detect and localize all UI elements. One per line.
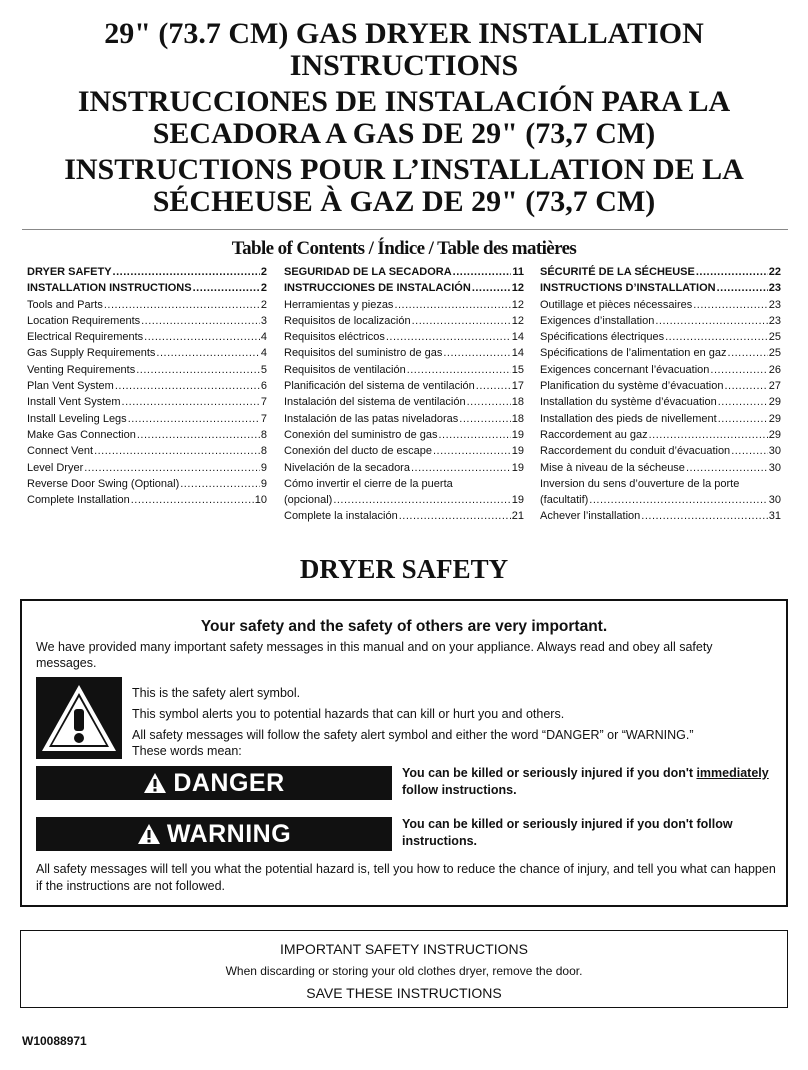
toc-entry-label: Requisitos de ventilación <box>284 363 406 376</box>
toc-leader-dots <box>399 508 511 524</box>
toc-entry <box>284 460 524 476</box>
toc-entry <box>284 329 524 345</box>
toc-entry <box>27 297 267 313</box>
toc-entry-page: 7 <box>260 396 267 409</box>
title-line-6: SÉCHEUSE À GAZ DE 29" (73,7 CM) <box>152 185 656 218</box>
toc-entry-page: 30 <box>768 494 781 507</box>
toc-entry-page: 18 <box>511 396 524 409</box>
toc-entry-label: Tools and Parts <box>27 298 103 311</box>
toc-entry-label: Raccordement du conduit d’évacuation <box>540 445 731 458</box>
toc-entry <box>27 280 267 296</box>
warning-banner <box>36 817 392 851</box>
toc-leader-dots <box>180 476 260 492</box>
toc-entry-page: 10 <box>254 494 267 507</box>
toc-leader-dots <box>115 378 260 394</box>
toc-entry-page: 2 <box>260 282 267 295</box>
toc-entry-page: 29 <box>768 428 781 441</box>
title-line-5: INSTRUCTIONS POUR L’INSTALLATION DE LA <box>64 153 744 186</box>
toc-entry-label: Complete la instalación <box>284 510 398 523</box>
toc-entry-label: Gas Supply Requirements <box>27 347 156 360</box>
toc-column-spanish <box>284 264 524 525</box>
toc-entry-label: Plan Vent System <box>27 380 114 393</box>
toc-leader-dots <box>710 362 767 378</box>
toc-entry-label: Mise à niveau de la sécheuse <box>540 461 685 474</box>
toc-entry <box>284 362 524 378</box>
toc-entry-label: Location Requirements <box>27 314 141 327</box>
toc-entry-page: 8 <box>260 428 267 441</box>
toc-entry <box>284 297 524 313</box>
toc-divider <box>22 229 788 230</box>
title-line-4: SECADORA A GAS DE 29" (73,7 CM) <box>152 117 656 150</box>
toc-entry-label: Herramientas y piezas <box>284 298 394 311</box>
toc-entry <box>27 492 267 508</box>
toc-entry-page: 23 <box>768 282 781 295</box>
toc-entry-page: 14 <box>511 347 524 360</box>
warning-triangle-icon <box>143 772 167 794</box>
important-text: When discarding or storing your old clothes dryer, remove the door. <box>225 964 583 978</box>
toc-entry <box>284 264 524 280</box>
toc-entry <box>540 313 781 329</box>
toc-entry-page: 15 <box>511 363 524 376</box>
toc-entry-page: 19 <box>511 494 524 507</box>
toc-leader-dots <box>467 394 511 410</box>
toc-entry-label: Connect Vent <box>27 445 94 458</box>
toc-entry <box>540 329 781 345</box>
danger-text-emphasis: immediately <box>696 766 769 780</box>
toc-entry-label: INSTRUCCIONES DE INSTALACIÓN <box>284 282 471 295</box>
warning-label: WARNING <box>166 819 292 848</box>
toc-leader-dots <box>394 297 510 313</box>
toc-entry-label: INSTRUCTIONS D’INSTALLATION <box>540 282 716 295</box>
toc-entry-page: 9 <box>260 477 267 490</box>
toc-leader-dots <box>476 378 511 394</box>
important-instructions-box <box>20 930 788 1008</box>
toc-entry <box>540 280 781 296</box>
toc-column-english <box>27 264 267 508</box>
toc-leader-dots <box>665 329 768 345</box>
toc-leader-dots <box>655 313 767 329</box>
safety-footer: All safety messages will tell you what the potential hazard is, tell you how to reduce the chance of injury, and tell you what can happen if the instructions are not followed. <box>36 862 776 893</box>
toc-entry-label: Reverse Door Swing (Optional) <box>27 477 180 490</box>
danger-banner <box>36 766 392 800</box>
alert-line: These words mean: <box>132 744 242 758</box>
toc-entry-label: Requisitos de localización <box>284 314 411 327</box>
toc-leader-dots <box>386 329 511 345</box>
toc-entry-page: 19 <box>511 445 524 458</box>
toc-entry-page: 12 <box>511 314 524 327</box>
toc-entry <box>27 345 267 361</box>
toc-entry <box>540 394 781 410</box>
toc-entry-page: 9 <box>260 461 267 474</box>
toc-leader-dots <box>686 460 768 476</box>
toc-entry-label: (facultatif) <box>540 494 589 507</box>
toc-entry-label: Spécifications de l’alimentation en gaz <box>540 347 727 360</box>
toc-entry <box>284 313 524 329</box>
toc-entry-page: 8 <box>260 445 267 458</box>
toc-entry <box>284 280 524 296</box>
toc-entry <box>284 378 524 394</box>
toc-entry-page: 30 <box>768 445 781 458</box>
title-line-2: INSTRUCTIONS <box>289 49 519 82</box>
toc-column-french <box>540 264 781 525</box>
toc-entry-label: DRYER SAFETY <box>27 266 112 278</box>
toc-entry-page: 17 <box>511 380 524 393</box>
toc-leader-dots <box>412 313 511 329</box>
toc-entry-page: 25 <box>768 331 781 344</box>
toc-leader-dots <box>104 297 260 313</box>
alert-explanation <box>132 685 772 764</box>
toc-entry-label: SEGURIDAD DE LA SECADORA <box>284 266 452 278</box>
danger-text <box>402 765 782 799</box>
toc-leader-dots <box>128 411 260 427</box>
toc-entry-page: 19 <box>511 461 524 474</box>
toc-leader-dots <box>718 394 768 410</box>
toc-leader-dots <box>589 492 767 508</box>
toc-entry-label: Conexión del suministro de gas <box>284 428 438 441</box>
toc-entry-label: Complete Installation <box>27 494 130 507</box>
toc-entry-label: Raccordement au gaz <box>540 428 648 441</box>
toc-entry <box>540 427 781 443</box>
toc-entry-page: 12 <box>511 298 524 311</box>
toc-entry-label: Spécifications électriques <box>540 331 665 344</box>
danger-text-end: follow instructions. <box>402 783 517 797</box>
toc-entry-label: SÉCURITÉ DE LA SÉCHEUSE <box>540 266 695 278</box>
toc-entry-label: Installation du système d’évacuation <box>540 396 717 409</box>
safety-title: Your safety and the safety of others are very important. <box>200 618 608 635</box>
toc-leader-dots <box>193 280 260 296</box>
document-number: W10088971 <box>22 1034 87 1048</box>
alert-line: This is the safety alert symbol. <box>132 686 301 700</box>
toc-entry-page: 18 <box>511 412 524 425</box>
toc-entry-page: 22 <box>768 266 781 278</box>
toc-entry-label: Nivelación de la secadora <box>284 461 410 474</box>
toc-entry <box>27 378 267 394</box>
save-instructions: SAVE THESE INSTRUCTIONS <box>306 985 502 1001</box>
toc-entry <box>540 443 781 459</box>
toc-entry-label: Achever l’installation <box>540 510 641 523</box>
toc-entry-label: Instalación de las patas niveladoras <box>284 412 459 425</box>
toc-entry-label: Requisitos del suministro de gas <box>284 347 443 360</box>
alert-line: This symbol alerts you to potential hazards that can kill or hurt you and others. <box>132 707 565 721</box>
toc-entry-label: Level Dryer <box>27 461 84 474</box>
toc-entry-page: 26 <box>768 363 781 376</box>
toc-entry-page: 30 <box>768 461 781 474</box>
toc-entry-page: 7 <box>260 412 267 425</box>
toc-entry-label: Electrical Requirements <box>27 331 144 344</box>
toc-entry <box>284 492 524 508</box>
toc-entry <box>284 427 524 443</box>
toc-entry <box>540 264 781 280</box>
danger-text-start: You can be killed or seriously injured if you don't <box>402 766 697 780</box>
toc-entry-page: 5 <box>260 363 267 376</box>
toc-leader-dots <box>438 427 510 443</box>
toc-entry-page: 23 <box>768 298 781 311</box>
toc-entry-label: Exigences concernant l’évacuation <box>540 363 710 376</box>
toc-entry-label: Planificación del sistema de ventilación <box>284 380 475 393</box>
warning-text: You can be killed or seriously injured if you don't follow instructions. <box>402 817 733 848</box>
toc-entry-label: Install Leveling Legs <box>27 412 127 425</box>
toc-entry-page: 14 <box>511 331 524 344</box>
toc-entry-page: 25 <box>768 347 781 360</box>
toc-entry-label: Make Gas Connection <box>27 428 136 441</box>
toc-entry <box>284 443 524 459</box>
toc-entry-page: 3 <box>260 314 267 327</box>
toc-entry-label: Conexión del ducto de escape <box>284 445 432 458</box>
toc-heading: Table of Contents / Índice / Table des matières <box>231 238 577 259</box>
toc-entry-page: 6 <box>260 380 267 393</box>
toc-entry-label: (opcional) <box>284 494 333 507</box>
toc-leader-dots <box>696 264 768 280</box>
toc-entry <box>27 329 267 345</box>
toc-entry-page: 29 <box>768 412 781 425</box>
toc-leader-dots <box>433 443 511 459</box>
toc-leader-dots <box>113 264 260 280</box>
toc-entry <box>540 345 781 361</box>
toc-entry <box>27 313 267 329</box>
toc-entry-page: 2 <box>260 298 267 311</box>
danger-label: DANGER <box>173 768 285 797</box>
toc-leader-dots <box>333 492 510 508</box>
toc-leader-dots <box>94 443 260 459</box>
toc-entry-label: Exigences d’installation <box>540 314 655 327</box>
toc-leader-dots <box>131 492 254 508</box>
toc-entry <box>540 508 781 524</box>
toc-entry <box>27 460 267 476</box>
toc-entry <box>27 427 267 443</box>
toc-entry-label: Requisitos eléctricos <box>284 331 385 344</box>
title-line-1: 29" (73.7 CM) GAS DRYER INSTALLATION <box>104 17 704 50</box>
toc-leader-dots <box>141 313 260 329</box>
toc-entry <box>540 411 781 427</box>
toc-entry <box>27 476 267 492</box>
toc-leader-dots <box>136 362 260 378</box>
toc-leader-dots <box>122 394 260 410</box>
toc-leader-dots <box>728 345 768 361</box>
toc-entry-page: 27 <box>768 380 781 393</box>
toc-entry-page: 2 <box>260 266 267 278</box>
toc-entry <box>27 264 267 280</box>
toc-entry <box>284 345 524 361</box>
toc-leader-dots <box>472 280 511 296</box>
toc-leader-dots <box>724 378 767 394</box>
toc-leader-dots <box>718 411 768 427</box>
toc-entry-page: 29 <box>768 396 781 409</box>
toc-entry-label: Instalación del sistema de ventilación <box>284 396 466 409</box>
toc-leader-dots <box>693 297 768 313</box>
toc-entry-page: 12 <box>511 282 524 295</box>
toc-entry-label: INSTALLATION INSTRUCTIONS <box>27 282 192 295</box>
toc-leader-dots <box>84 460 260 476</box>
toc-entry-label: Cómo invertir el cierre de la puerta <box>284 477 453 490</box>
toc-entry-label: Inversion du sens d’ouverture de la porte <box>540 477 740 490</box>
toc-entry <box>540 492 781 508</box>
toc-leader-dots <box>459 411 510 427</box>
warning-triangle-icon <box>137 823 161 845</box>
alert-line: All safety messages will follow the safety alert symbol and either the word “DANGER” or “WARNING.” <box>132 728 694 742</box>
toc-entry-label: Venting Requirements <box>27 363 136 376</box>
toc-entry <box>284 476 524 492</box>
safety-intro: We have provided many important safety messages in this manual and on your appliance. Always read and obey all safety messages. <box>36 640 713 670</box>
toc-entry-label: Install Vent System <box>27 396 121 409</box>
document-titles <box>0 18 808 218</box>
warning-triangle-icon <box>36 677 122 759</box>
toc-entry-label: Planification du système d’évacuation <box>540 380 724 393</box>
toc-entry <box>27 394 267 410</box>
toc-leader-dots <box>137 427 260 443</box>
toc-leader-dots <box>453 264 512 280</box>
toc-entry-page: 19 <box>511 428 524 441</box>
toc-entry <box>27 411 267 427</box>
title-line-3: INSTRUCCIONES DE INSTALACIÓN PARA LA <box>77 85 731 118</box>
toc-entry-page: 11 <box>512 266 524 278</box>
toc-leader-dots <box>443 345 510 361</box>
section-title: DRYER SAFETY <box>299 554 509 584</box>
safety-box <box>20 599 788 907</box>
toc-leader-dots <box>411 460 511 476</box>
toc-leader-dots <box>731 443 768 459</box>
toc-entry-page: 23 <box>768 314 781 327</box>
toc-entry <box>540 297 781 313</box>
toc-entry <box>284 394 524 410</box>
toc-entry-page: 4 <box>260 331 267 344</box>
toc-entry-label: Outillage et pièces nécessaires <box>540 298 693 311</box>
toc-entry-page: 4 <box>260 347 267 360</box>
toc-entry <box>540 378 781 394</box>
toc-entry <box>540 362 781 378</box>
toc-leader-dots <box>717 280 768 296</box>
toc-leader-dots <box>156 345 259 361</box>
important-title: IMPORTANT SAFETY INSTRUCTIONS <box>280 941 528 957</box>
toc-entry-page: 31 <box>768 510 781 523</box>
toc-entry-label: Installation des pieds de nivellement <box>540 412 717 425</box>
toc-entry <box>27 362 267 378</box>
toc-entry <box>284 411 524 427</box>
toc-entry <box>540 476 781 492</box>
toc-leader-dots <box>641 508 767 524</box>
toc-leader-dots <box>407 362 511 378</box>
toc-entry <box>27 443 267 459</box>
toc-entry <box>284 508 524 524</box>
toc-leader-dots <box>144 329 260 345</box>
toc-entry-page: 21 <box>511 510 524 523</box>
toc-entry <box>540 460 781 476</box>
toc-leader-dots <box>649 427 768 443</box>
